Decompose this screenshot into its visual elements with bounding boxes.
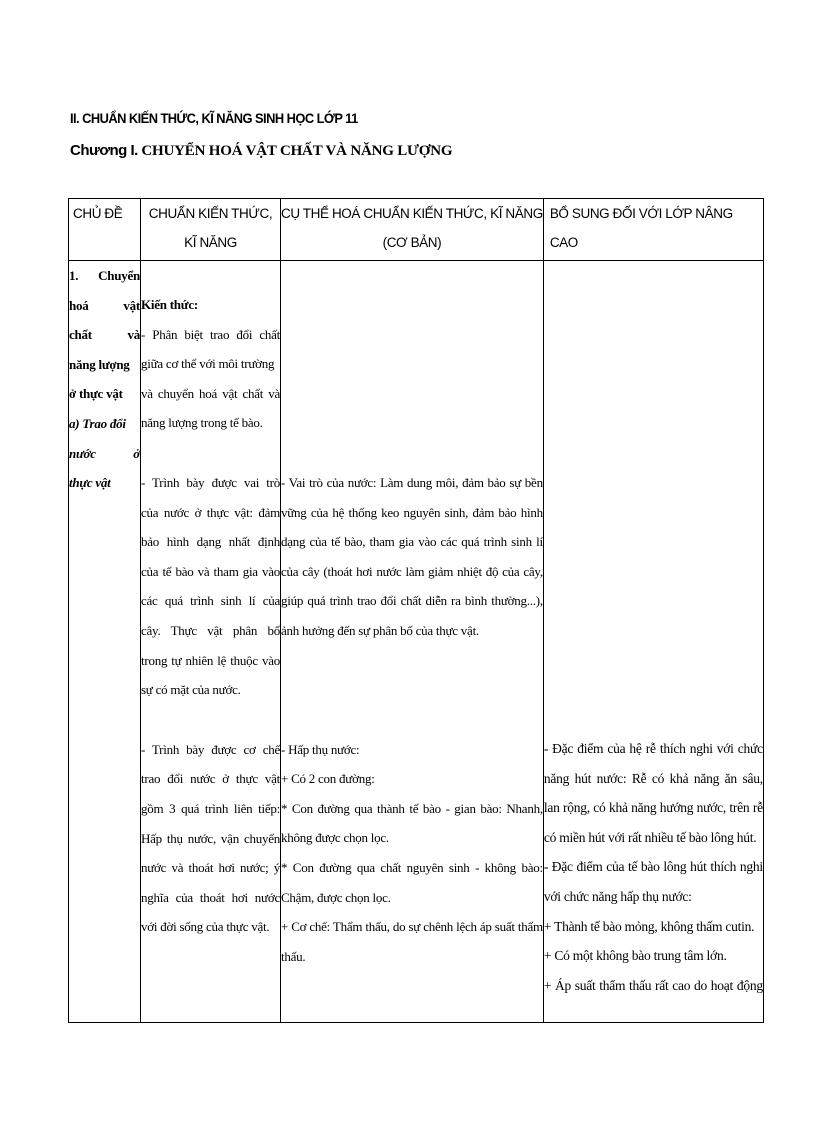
chapter-title: CHUYỂN HOÁ VẬT CHẤT VÀ NĂNG LƯỢNG <box>137 143 453 159</box>
concretize-cell <box>281 261 544 1023</box>
standards-table <box>68 198 764 1023</box>
header-concretize: CỤ THỂ HOÁ CHUẨN KIẾN THỨC, KĨ NĂNG (CƠ BẢN) <box>281 199 544 261</box>
topic-cell <box>69 261 141 1023</box>
water-absorption-detail: - Hấp thụ nước: + Có 2 con đường: * Con đường qua thành tế bào - gian bào: Nhanh, không được chọn lọc. * Con đường qua chất nguyên sinh - không bào: Chậm, được chọn lọc. + Cơ chế: Thẩm thấu, do sự chênh lệch áp suất thẩm thấu. <box>281 741 543 964</box>
standard-water-role: - Trình bày được vai trò của nước ở thực vật: đảm bảo hình dạng nhất định của tế bào và tham gia vào các quá trình sinh lí của cây. Thực vật phân bố trong tự nhiên lệ thuộc vào sự có mặt của nước. <box>141 474 280 698</box>
advanced-root-detail: - Đặc điểm của hệ rễ thích nghi với chức năng hút nước: Rễ có khả năng ăn sâu, lan rộng, có khả năng hướng nước, trên rễ có miền hút với rất nhiều tế bào lông hút. - Đặc điểm của tế bào lông hút thích nghi với chức năng hấp thụ nước: + Thành tế bào mỏng, không thấm cutin. + Có một không bào trung tâm lớn. + Áp suất thẩm thấu rất cao do hoạt động <box>543 741 763 993</box>
topic-text: 1. Chuyển hoá vật chất và năng lượng ở thực vật <box>69 268 140 402</box>
water-role-detail: - Vai trò của nước: Làm dung môi, đảm bảo sự bền vững của hệ thống keo nguyên sinh, đảm bảo hình dạng của tế bào, tham gia vào các quá trình sinh lí của cây (thoát hơi nước làm giảm nhiệt độ của cây, giúp quá trình trao đổi chất diễn ra bình thường...), ảnh hưởng đến sự phân bố của thực vật. <box>281 475 543 638</box>
subtopic-text: a) Trao đổi nước ở thực vật <box>69 415 140 491</box>
header-standard: CHUẨN KIẾN THỨC, KĨ NĂNG <box>141 199 281 261</box>
header-advanced: BỔ SUNG ĐỐI VỚI LỚP NÂNG CAO <box>543 199 763 261</box>
knowledge-label: Kiến thức: <box>141 297 198 312</box>
table-row <box>69 261 764 1023</box>
table-header-row <box>69 199 764 261</box>
chapter-heading <box>70 142 452 160</box>
standard-cell: Kiến thức: - Phân biệt trao đổi chất giữa cơ thể với môi trường và chuyển hoá vật chất và năng lượng trong tế bào. - Trình bày được vai trò của nước ở thực vật: đảm bảo hình dạng nhất định của tế bào và tham gia vào các quá trình sinh lí của cây. Thực vật phân bố trong tự nhiên lệ thuộc vào sự có mặt của nước. - Trình bày được cơ chế trao đổi nước ở thực vật gồm 3 quá trình liên tiếp: Hấp thụ nước, vận chuyển nước và thoát hơi nước; ý nghĩa của thoát hơi nước với đời sống của thực vật. <box>141 261 281 1023</box>
chapter-prefix: Chương I. <box>70 142 138 159</box>
header-topic: CHỦ ĐỀ <box>69 199 141 261</box>
advanced-cell <box>543 261 763 1023</box>
standard-water-exchange: - Trình bày được cơ chế trao đổi nước ở thực vật gồm 3 quá trình liên tiếp: Hấp thụ nước, vận chuyển nước và thoát hơi nước; ý nghĩa của thoát hơi nước với đời sống của thực vật. <box>141 741 280 935</box>
section-heading: II. CHUẨN KIẾN THỨC, KĨ NĂNG SINH HỌC LỚP 11 <box>70 110 358 126</box>
